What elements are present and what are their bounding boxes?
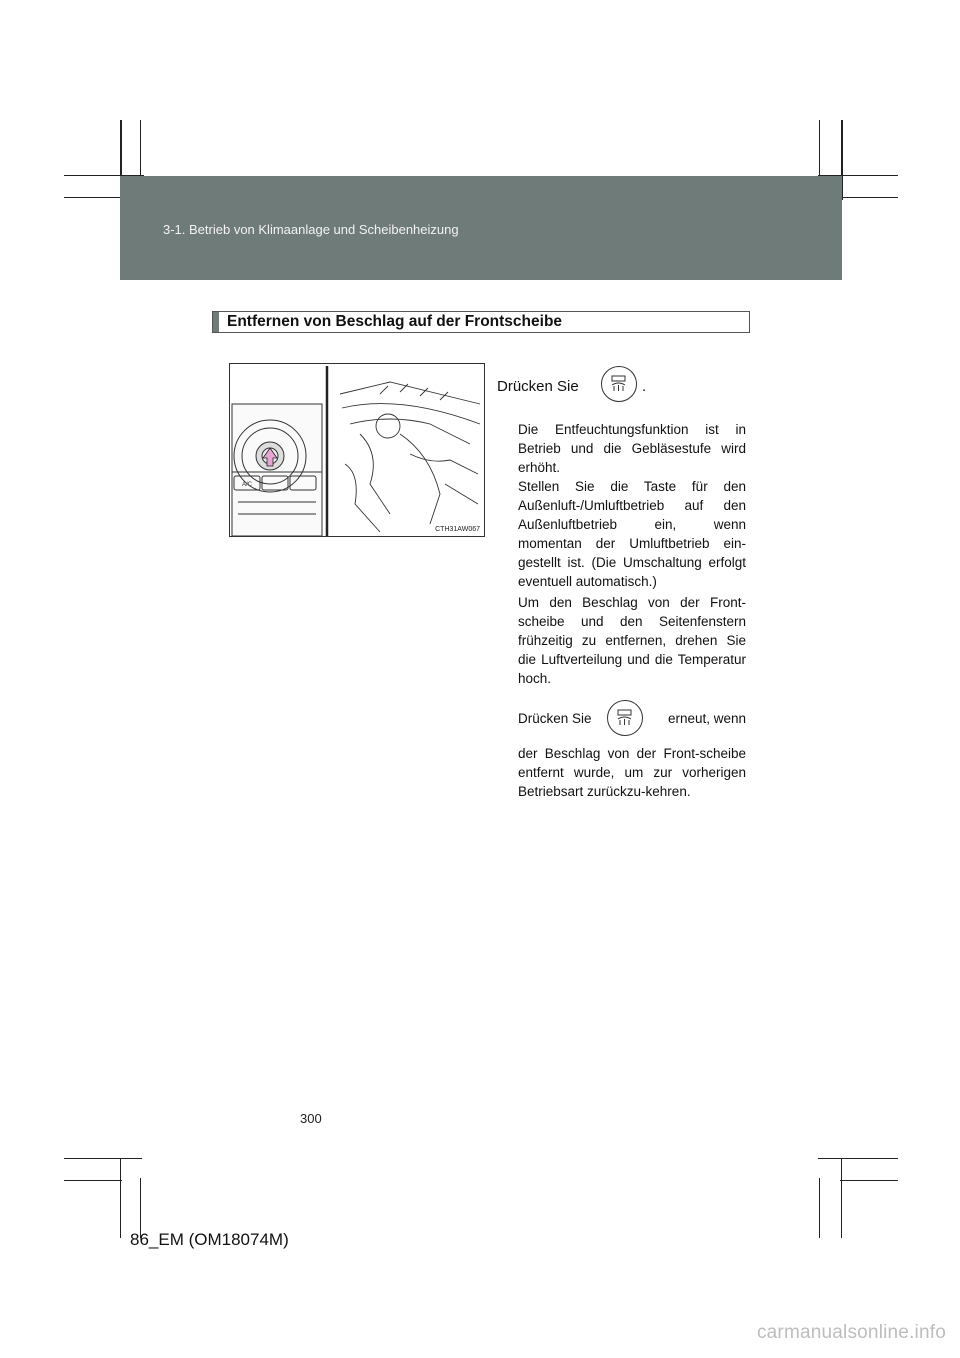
breadcrumb: 3-1. Betrieb von Klimaanlage und Scheibenheizung	[163, 222, 459, 237]
paragraph-2: Stellen Sie die Taste für den Außenluft-/Umluftbetrieb auf den Außenluftbetrieb ein, wenn momentan der Umluftbetrieb ein-gestellt ist. (Die Umschaltung erfolgt eventuell automatisch.)	[518, 479, 746, 589]
step-1-prefix: Drücken Sie	[497, 378, 579, 395]
crop-mark	[819, 1178, 820, 1238]
illustration	[229, 363, 485, 537]
climate-panel-illustration	[230, 364, 484, 536]
document-code: 86_EM (OM18074M)	[130, 1230, 289, 1249]
section-title: Entfernen von Beschlag auf der Frontscheibe	[227, 313, 563, 330]
front-defroster-button-icon	[607, 700, 643, 736]
figure-code: CTH31AW067	[435, 526, 480, 533]
crop-mark	[818, 1158, 898, 1159]
step-2-prefix: Drücken Sie	[518, 711, 592, 726]
watermark: carmanualsonline.info	[756, 1322, 946, 1343]
crop-mark	[64, 1158, 142, 1159]
paragraph-3: Um den Beschlag von der Front-scheibe und den Seitenfenstern frühzeitig zu entfernen, drehen Sie die Luftverteilung und die Temperatur hoch.	[518, 595, 746, 686]
section-heading-bar	[212, 311, 750, 333]
front-defroster-button-icon	[601, 366, 637, 402]
paragraph-1: Die Entfeuchtungsfunktion ist in Betrieb und die Gebläsestufe wird erhöht.	[518, 422, 746, 475]
page-number: 300	[300, 1111, 322, 1126]
step-1-suffix: .	[642, 378, 647, 395]
step-2-text: der Beschlag von der Front-scheibe entfernt wurde, um zur vorherigen Betriebsart zurückzu-kehren.	[518, 746, 746, 799]
section-accent	[213, 312, 219, 332]
step-2-suffix: erneut, wenn	[667, 711, 746, 726]
crop-mark	[840, 1180, 898, 1181]
crop-mark	[64, 1180, 122, 1181]
crop-mark	[120, 1158, 121, 1238]
step-1	[497, 378, 579, 395]
svg-text:A/C: A/C	[242, 482, 253, 488]
crop-mark	[841, 1158, 842, 1238]
crop-mark	[140, 1178, 141, 1238]
